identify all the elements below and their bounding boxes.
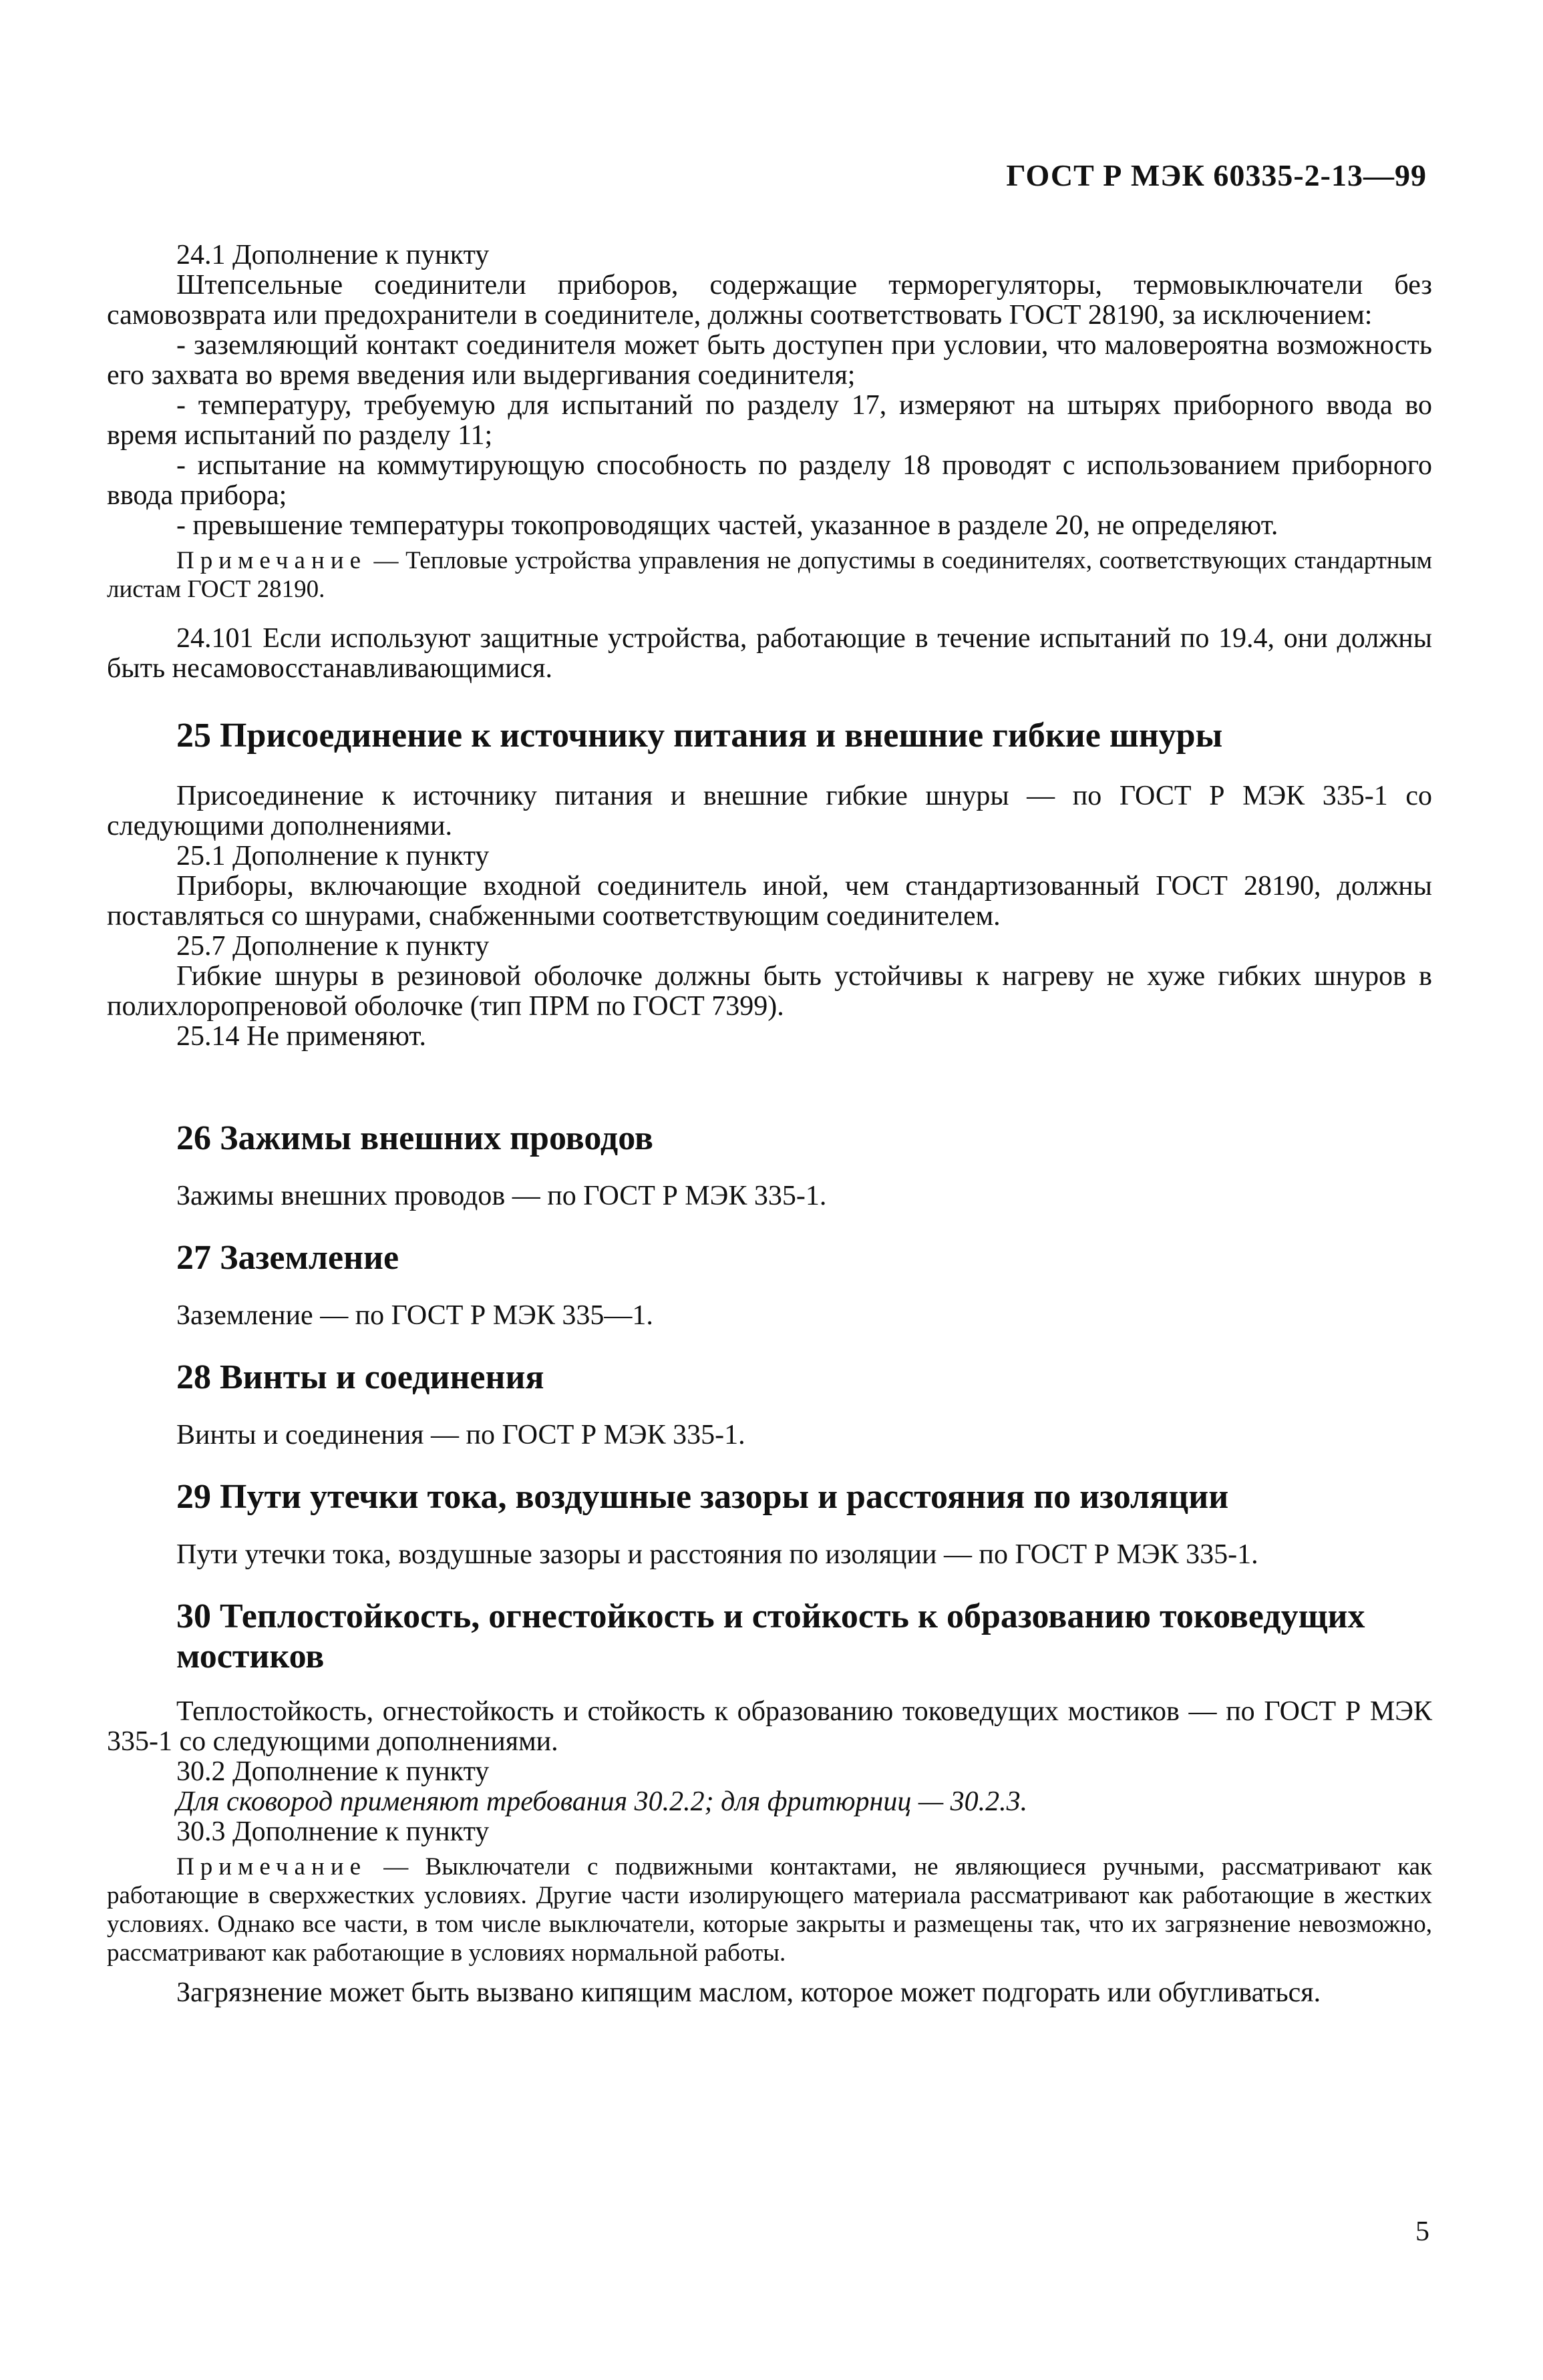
clause-25-1-title: 25.1 Дополнение к пункту xyxy=(176,841,490,871)
section-29-heading: 29 Пути утечки тока, воздушные зазоры и расстояния по изоляции xyxy=(176,1478,1229,1516)
clause-24-1-text: Штепсельные соединители приборов, содержащие терморегуляторы, термовыключатели без самовозврата или предохранители в соединителе, должны соответствовать ГОСТ 28190, за исключением: xyxy=(107,270,1432,331)
list-item: - превышение температуры токопроводящих частей, указанное в разделе 20, не определяют. xyxy=(176,510,1278,541)
section-25-heading: 25 Присоединение к источнику питания и внешние гибкие шнуры xyxy=(176,717,1223,755)
note-30-3 xyxy=(107,1852,1432,1967)
page-body xyxy=(107,212,1432,2008)
section-27-heading: 27 Заземление xyxy=(176,1239,399,1277)
section-29-text: Пути утечки тока, воздушные зазоры и расстояния по изоляции — по ГОСТ Р МЭК 335-1. xyxy=(176,1539,1258,1570)
section-26-text: Зажимы внешних проводов — по ГОСТ Р МЭК 335-1. xyxy=(176,1181,827,1211)
list-item: - заземляющий контакт соединителя может быть доступен при условии, что маловероятна возможность его захвата во время введения или выдергивания соединителя; xyxy=(107,330,1432,391)
clause-30-2-text: Для сковород применяют требования 30.2.2; для фритюрниц — 30.2.3. xyxy=(176,1786,1028,1817)
clause-25-14: 25.14 Не применяют. xyxy=(176,1021,426,1052)
clause-30-3-text: Загрязнение может быть вызвано кипящим маслом, которое может подгорать или обугливаться. xyxy=(176,1977,1321,2008)
note-text: — Выключатели с подвижными контактами, не являющиеся ручными, рассматривают как работающие в сверхжестких условиях. Другие части изолирующего материала рассматривают как работающие в жестких условиях. Однако все части, в том числе выключатели, которые закрыты и размещены так, что их загрязнение невозможно, рассматривают как работающие в условиях нормальной работы. xyxy=(107,1853,1432,1967)
clause-30-2-title: 30.2 Дополнение к пункту xyxy=(176,1756,490,1787)
note-text: — Тепловые устройства управления не допустимы в соединителях, соответствующих стандартным листам ГОСТ 28190. xyxy=(107,547,1432,603)
clause-25-7-text: Гибкие шнуры в резиновой оболочке должны быть устойчивы к нагреву не хуже гибких шнуров в полихлоропреновой оболочке (тип ПРМ по ГОСТ 7399). xyxy=(107,961,1432,1022)
list-item: - испытание на коммутирующую способность по разделу 18 проводят с использованием приборного ввода прибора; xyxy=(107,450,1432,511)
section-26-heading: 26 Зажимы внешних проводов xyxy=(176,1119,653,1157)
clause-24-1-title: 24.1 Дополнение к пункту xyxy=(176,240,490,270)
page-number: 5 xyxy=(1415,2216,1429,2247)
note-label: Примечание xyxy=(176,1853,367,1880)
section-27-text: Заземление — по ГОСТ Р МЭК 335—1. xyxy=(176,1300,653,1331)
list-item: - температуру, требуемую для испытаний по разделу 17, измеряют на штырях приборного ввода во время испытаний по разделу 11; xyxy=(107,390,1432,451)
clause-24-101: 24.101 Если используют защитные устройства, работающие в течение испытаний по 19.4, они должны быть несамовосстанавливающимися. xyxy=(107,623,1432,684)
standard-header: ГОСТ Р МЭК 60335-2-13—99 xyxy=(1006,158,1427,192)
section-30-text: Теплостойкость, огнестойкость и стойкость к образованию токоведущих мостиков — по ГОСТ Р МЭК 335-1 со следующими дополнениями. xyxy=(107,1696,1432,1757)
section-28-heading: 28 Винты и соединения xyxy=(176,1358,544,1396)
note-label: Примечание xyxy=(176,547,367,574)
section-25-text: Присоединение к источнику питания и внешние гибкие шнуры — по ГОСТ Р МЭК 335-1 со следующими дополнениями. xyxy=(107,781,1432,841)
clause-25-7-title: 25.7 Дополнение к пункту xyxy=(176,931,490,962)
note-24-1 xyxy=(107,546,1432,604)
section-28-text: Винты и соединения — по ГОСТ Р МЭК 335-1. xyxy=(176,1420,745,1450)
clause-25-1-text: Приборы, включающие входной соединитель иной, чем стандартизованный ГОСТ 28190, должны поставляться со шнурами, снабженными соответствующим соединителем. xyxy=(107,871,1432,932)
clause-30-3-title: 30.3 Дополнение к пункту xyxy=(176,1816,490,1847)
section-30-heading: 30 Теплостойкость, огнестойкость и стойкость к образованию токоведущих мостиков xyxy=(176,1597,1365,1675)
